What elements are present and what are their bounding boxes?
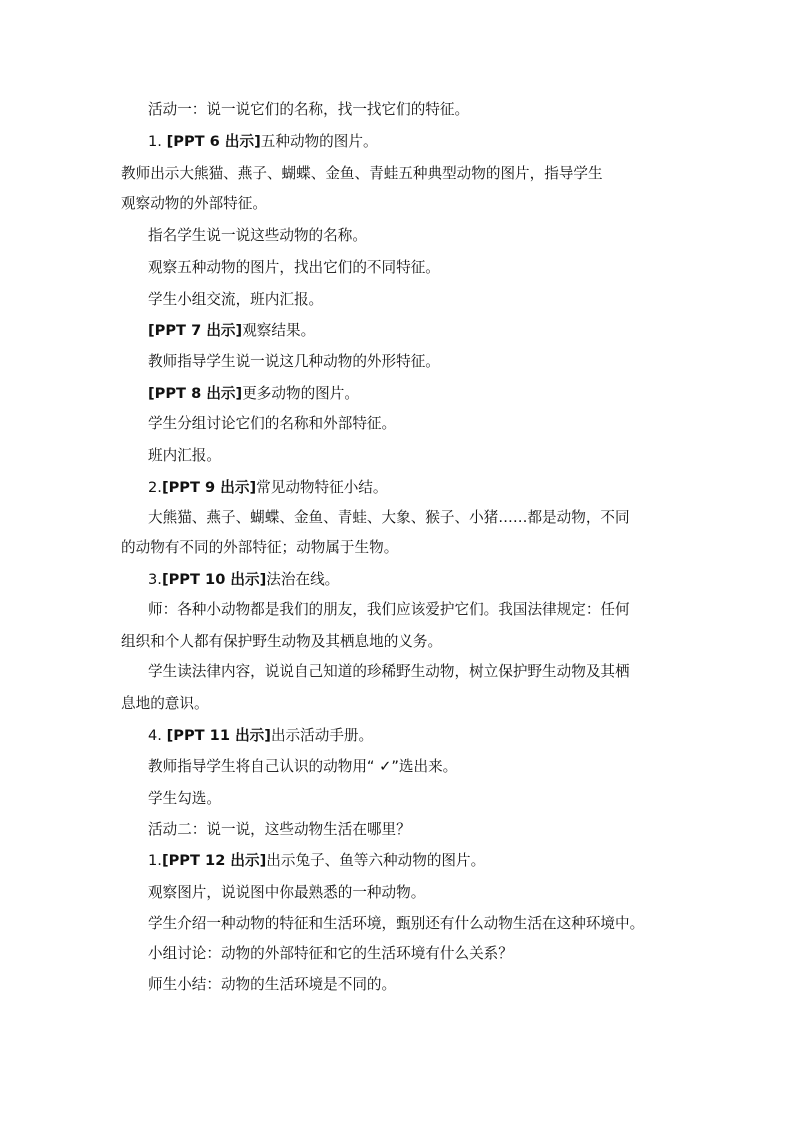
text-line — [148, 352, 440, 372]
text-line — [121, 632, 442, 652]
text-line — [148, 789, 221, 809]
text-segment: 师：各种小动物都是我们的朋友，我们应该爱护它们。我国法律规定：任何 — [148, 601, 630, 618]
ppt-reference: [PPT 12 出示] — [161, 852, 267, 869]
text-line — [148, 508, 630, 528]
text-segment: 小组讨论：动物的外部特征和它的生活环境有什么关系？ — [148, 945, 513, 962]
text-segment: 2. — [148, 479, 162, 496]
text-line — [148, 944, 513, 964]
text-segment: 班内汇报。 — [148, 447, 221, 464]
text-line — [148, 820, 411, 840]
text-line — [148, 258, 440, 278]
text-line — [148, 851, 485, 871]
ppt-reference: [PPT 11 出示] — [166, 727, 271, 744]
text-line — [148, 726, 373, 746]
text-segment: 3. — [148, 571, 162, 588]
text-segment: 教师出示大熊猫、燕子、蝴蝶、金鱼、青蛙五种典型动物的图片，指导学生 — [121, 165, 603, 182]
text-line — [148, 600, 630, 620]
ppt-reference: [PPT 9 出示] — [161, 479, 257, 496]
text-segment: 出示兔子、鱼等六种动物的图片。 — [266, 852, 486, 869]
text-segment: 教师指导学生说一说这几种动物的外形特征。 — [148, 353, 440, 370]
ppt-reference: [PPT 10 出示] — [161, 571, 267, 588]
text-segment: 学生分组讨论它们的名称和外部特征。 — [148, 415, 397, 432]
text-segment: 观察五种动物的图片，找出它们的不同特征。 — [148, 259, 440, 276]
text-segment: 学生读法律内容，说说自己知道的珍稀野生动物，树立保护野生动物及其栖 — [148, 663, 630, 680]
text-segment: 1. — [148, 852, 162, 869]
text-segment: 4. — [148, 727, 167, 744]
text-segment: 观察动物的外部特征。 — [121, 195, 267, 212]
ppt-reference: [PPT 6 出示] — [166, 133, 261, 150]
text-line — [148, 662, 630, 682]
text-line — [148, 446, 221, 466]
text-line — [148, 290, 323, 310]
text-line — [148, 414, 396, 434]
text-segment: 1. — [148, 133, 167, 150]
text-segment: 观察结果。 — [242, 322, 316, 339]
text-segment: 活动一：说一说它们的名称，找一找它们的特征。 — [148, 101, 470, 118]
text-segment: 学生介绍一种动物的特征和生活环境，甄别还有什么动物生活在这种环境中。 — [148, 915, 645, 932]
ppt-reference: [PPT 8 出示] — [148, 385, 243, 402]
text-segment: 师生小结：动物的生活环境是不同的。 — [148, 976, 397, 993]
text-segment: 活动二：说一说，这些动物生活在哪里？ — [148, 821, 411, 838]
text-line — [148, 478, 388, 498]
text-segment: 五种动物的图片。 — [260, 133, 378, 150]
text-segment: 观察图片，说说图中你最熟悉的一种动物。 — [148, 884, 426, 901]
text-line — [121, 194, 267, 214]
text-segment: 的动物有不同的外部特征；动物属于生物。 — [121, 539, 399, 556]
text-line — [148, 100, 469, 120]
text-segment: 大熊猫、燕子、蝴蝶、金鱼、青蛙、大象、猴子、小猪……都是动物，不同 — [148, 509, 630, 526]
text-segment: 常见动物特征小结。 — [256, 479, 388, 496]
text-line — [148, 914, 644, 934]
text-line — [148, 975, 396, 995]
text-segment: 息地的意识。 — [121, 695, 209, 712]
text-line — [121, 538, 398, 558]
text-segment: 教师指导学生将自己认识的动物用“ ✓”选出来。 — [148, 758, 458, 775]
text-line — [148, 883, 425, 903]
text-line — [148, 321, 315, 341]
text-segment: 更多动物的图片。 — [242, 385, 359, 402]
text-segment: 指名学生说一说这些动物的名称。 — [148, 227, 367, 244]
text-segment: 出示活动手册。 — [270, 727, 374, 744]
ppt-reference: [PPT 7 出示] — [148, 322, 243, 339]
text-segment: 法治在线。 — [266, 571, 340, 588]
text-line — [121, 164, 603, 184]
text-line — [121, 694, 209, 714]
text-segment: 学生小组交流，班内汇报。 — [148, 291, 324, 308]
text-line — [148, 384, 359, 404]
text-segment: 组织和个人都有保护野生动物及其栖息地的义务。 — [121, 633, 443, 650]
text-line — [148, 226, 367, 246]
text-line — [148, 757, 457, 777]
text-line — [148, 132, 378, 152]
text-segment: 学生勾选。 — [148, 790, 221, 807]
text-line — [148, 570, 339, 590]
